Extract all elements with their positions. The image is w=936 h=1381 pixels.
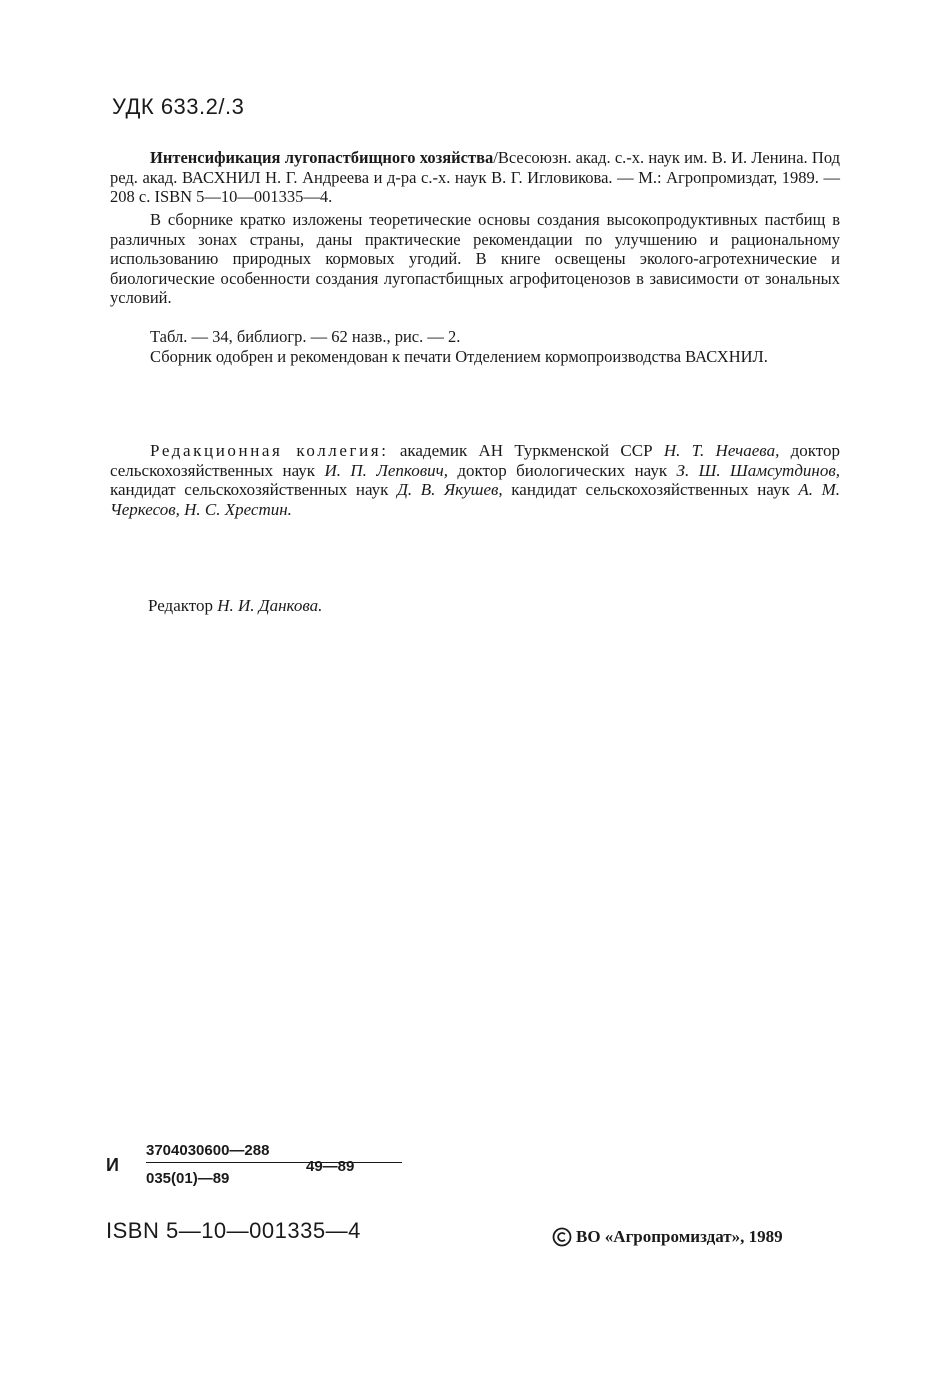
fraction-line	[146, 1162, 402, 1163]
bibliographic-record	[110, 148, 840, 207]
abstract-text: В сборнике кратко изложены теоретические основы создания высокопродуктивных пастбищ в различных зонах страны, даны практические рекомендации по улучшению и рациональному использованию природных кормовых угодий. В книге освещены эколого-агротехнические и биологические особенности создания лугопастбищных агрофитоценозов в зависимости от зональных условий.	[110, 210, 840, 307]
board-member: Д. В. Якушев,	[397, 480, 503, 499]
isbn: ISBN 5—10—001335—4	[106, 1218, 361, 1243]
board-member: И. П. Лепкович,	[324, 460, 448, 480]
copyright	[552, 1227, 783, 1247]
board-member: З. Ш. Шамсутдинов,	[676, 460, 840, 480]
approval-note	[110, 347, 840, 367]
approval-text: Сборник одобрен и рекомендован к печати Отделением кормопроизводства ВАСХНИЛ.	[150, 347, 768, 366]
editorial-board-label: Редакционная коллегия:	[150, 441, 389, 460]
book-title: Интенсификация лугопастбищного хозяйства	[150, 148, 494, 167]
bibliographic-details: /Всесоюзн. акад. с.-х. наук им. В. И. Ленина. Под ред. акад. ВАСХНИЛ Н. Г. Андреева и д-ра с.-х. наук В. Г. Игловикова. — М.: Агропромиздат, 1989. — 208 с. ISBN 5—10—001335—4.	[110, 148, 840, 206]
meta-line	[110, 327, 840, 347]
board-member: Н. Т. Нечаева,	[663, 441, 780, 460]
editorial-board-text: доктор сельскохозяйственных наук	[110, 441, 841, 480]
board-member: А. М. Черкесов,	[110, 480, 841, 519]
abstract	[110, 210, 840, 308]
editor-label: Редактор	[148, 596, 218, 615]
editorial-board-text: доктор биологических наук	[447, 460, 677, 480]
copyright-text: ВО «Агропромиздат», 1989	[576, 1227, 783, 1246]
editorial-board-text: кандидат сельскохозяйственных наук	[502, 480, 799, 499]
codes-letter: И	[106, 1155, 119, 1175]
editorial-board	[110, 441, 840, 519]
codes-right: 49—89	[306, 1158, 355, 1175]
editorial-board-text: академик АН Туркменской ССР	[388, 441, 664, 460]
copyright-icon	[552, 1227, 572, 1247]
codes-denominator: 035(01)—89	[146, 1170, 230, 1187]
catalog-codes	[106, 1140, 406, 1192]
codes-numerator: 3704030600—288	[146, 1142, 270, 1159]
editorial-board-text: кандидат сельскохозяйственных наук	[110, 480, 398, 499]
meta-text: Табл. — 34, библиогр. — 62 назв., рис. — 2.	[150, 327, 461, 346]
udk-code: УДК 633.2/.3	[112, 94, 245, 119]
editor-name: Н. И. Данкова.	[217, 596, 323, 615]
editor-line	[148, 596, 322, 616]
board-member: Н. С. Хрестин.	[184, 499, 292, 519]
